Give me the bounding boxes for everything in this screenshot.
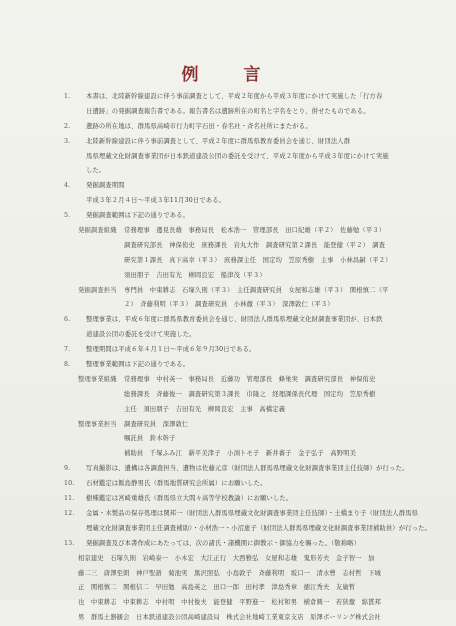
text-line	[64, 432, 436, 447]
text-line	[64, 269, 436, 284]
item-number: 10.	[64, 480, 75, 488]
text-line	[64, 105, 436, 120]
line-text: 嘱託員 鈴木幹子	[124, 435, 176, 443]
text-line	[64, 611, 436, 626]
item-number: 11.	[64, 495, 75, 503]
document-body	[64, 90, 436, 626]
text-line	[64, 462, 436, 477]
line-text: 補助員 千塚ふみ江 新平美津子 小渕トモ子 新井蕃子 金子弘子 高野明美	[124, 450, 357, 458]
line-text: 調査研究員 深澤敦仁	[124, 420, 189, 428]
line-text: 遺跡の所在地は、群馬県高崎市行力町字石田・春名社・斉名社所にまたがる。	[86, 122, 312, 130]
section-label: 整理事業組織	[78, 375, 117, 383]
text-line	[64, 447, 436, 462]
text-line	[64, 537, 436, 552]
text-line	[64, 581, 436, 596]
text-line	[64, 596, 436, 611]
section-label: 発掘調査担当	[78, 286, 117, 294]
item-number: 2.	[64, 122, 71, 130]
text-line	[64, 224, 436, 239]
section-label: 発掘調査組織	[78, 227, 117, 235]
line-text: 発掘調査範囲は下記の通りである。	[86, 212, 190, 220]
line-text: 道建設公団の委託を受けて実施した。	[86, 331, 196, 339]
text-line	[64, 239, 436, 254]
line-text: ２） 斉藤利明（平３） 調査研究員 小林徹（平３） 深澤敦仁（平３）	[124, 301, 334, 309]
line-text: 須田朋子 吉田有光 柳岡良宏 船津茂（平３）	[124, 271, 266, 279]
text-line	[64, 328, 436, 343]
line-text: 馬県埋蔵文化財調査事業団が日本鉄道建設公団の委託を受けて、平成２年度から平成３年度にかけて実施	[86, 152, 389, 160]
line-text: 研究第１課長 真下高幸（平３） 庶務課主任 国定均 笠原秀樹 主事 小林昌嗣（平２）	[124, 256, 392, 264]
line-text: 発掘調査期間	[86, 182, 125, 190]
line-text: 整理事業範囲は下記の通りである。	[86, 361, 190, 369]
text-line	[64, 135, 436, 150]
text-line	[64, 313, 436, 328]
line-text: 常務理事 中村英一 事務局長 近藤功 管理部長 蜂巣実 調査研究部長 神保侑史	[124, 375, 376, 383]
text-line	[64, 284, 436, 299]
line-text: 埋蔵文化財調査事業団主任調査補助）・小材浩一・小沼恵子（財団法人群馬県埋蔵文化財調査事業団補助員）が行った。	[86, 524, 431, 532]
text-line	[64, 150, 436, 165]
line-text: 日遺跡」の発掘調査報告書である。報告書名は遺跡所在の町名と字名をとり、併せたものである。	[86, 107, 370, 115]
line-text: 相京建史 石塚久則 岩崎泰一 小木宏 大江正行 大西雅弘 女屋和志雄 鬼形芳夫 金子智一 加	[78, 554, 375, 562]
line-text: 整理期間は平成６年４月１日～平成６年９月30日である。	[86, 346, 256, 354]
line-text: 金属・木製品の保存処理は関邦一（財団法人群馬県埋蔵文化財調査事業団主任技師）・土橋まり子（財団法人群馬県	[86, 509, 419, 517]
text-line	[64, 298, 436, 313]
line-text: 藤二三 唐澤至朗 神戸聖語 菊池実 黒沢照弘 小島敦子 斉藤利明 坂口一 清水豊 志村哲 下城	[78, 569, 382, 577]
text-line	[64, 388, 436, 403]
item-number: 5.	[64, 212, 71, 220]
line-text: 北陸新幹線建設に伴う事前調査として、平成２年度に群馬県教育委員会を通じ、財団法人群	[86, 137, 351, 145]
item-number: 8.	[64, 361, 71, 369]
text-line	[64, 209, 436, 224]
line-text: 也 中束耕志 中束耕志 中村明 中村俊夫 能登健 平野進一 松村和男 横倉興一 若狭徹 綿貫邦	[78, 599, 382, 607]
text-line	[64, 179, 436, 194]
item-number: 12.	[64, 509, 75, 517]
item-number: 3.	[64, 137, 71, 145]
line-text: 専門員 中束耕志 石塚久則（平３） 主任調査研究員 女屋和志雄（平３） 関根慎二（平	[124, 286, 389, 294]
line-text: 写真撮影は、遺構は各調査担当、遺物は佐藤元彦（財団法人群馬県埋蔵文化財調査事業団主任技師）が行った。	[86, 465, 409, 473]
text-line	[64, 552, 436, 567]
item-number: 13.	[64, 539, 75, 547]
text-line	[64, 507, 436, 522]
text-line	[64, 418, 436, 433]
item-number: 9.	[64, 465, 71, 473]
line-text: 石材鑑定は飯島静男氏（群馬地質研究会所属）にお願いした。	[86, 480, 267, 488]
line-text: 本書は、北陸新幹線建設に伴う事前調査として、平成２年度から平成３年度にかけて実施した「行方春	[86, 93, 383, 100]
text-line	[64, 373, 436, 388]
line-text: 常務理事 邊見長雄 事務局長 松本浩一 管理部長 田口紀雄（平２） 佐藤勉（平３）	[124, 227, 386, 235]
page-title: 例 言	[181, 65, 275, 85]
line-text: 樹種鑑定は宮崎重雄氏（群馬県立大間々高等学校教諭）にお願いした。	[86, 495, 293, 503]
section-label: 整理事業担当	[78, 420, 117, 428]
line-text: 平成３年２月４日～平成３年11月30日である。	[86, 197, 226, 205]
text-line	[64, 254, 436, 269]
text-line	[64, 120, 436, 135]
line-text: 発掘調査及び本書作成にあたっては、次の諸氏・諸機関に御教示・御協力を賜った。（敬称略）	[86, 539, 361, 547]
item-number: 7.	[64, 346, 71, 354]
item-number: 4.	[64, 182, 71, 190]
text-line	[64, 403, 436, 418]
text-line	[64, 522, 436, 537]
text-line	[64, 164, 436, 179]
text-line	[64, 194, 436, 209]
line-text: 主任 須田朋子 吉田有光 柳岡良宏 主事 高橋定義	[124, 405, 286, 413]
text-line	[64, 477, 436, 492]
text-line	[64, 343, 436, 358]
text-line	[64, 492, 436, 507]
text-line	[64, 567, 436, 582]
text-line	[64, 90, 436, 105]
line-text: 正 関根慎二 関根信二 早田勉 高島英之 田口一郎 田村孝 津島秀章 徳江秀夫 友廣哲	[78, 584, 356, 592]
line-text: 総務課長 斉藤俊一 調査研究第３課長 巾隆之 経理課係長代理 国定均 笠原秀樹	[124, 390, 376, 398]
item-number: 6.	[64, 316, 71, 324]
line-text: 男 群馬土器観会 日本鉄道建設公団高崎建設局 株式会社地崎工業東京支店 原澤ボーリング株式会社	[78, 614, 381, 622]
line-text: 整理事業は、平成６年度に群馬県教育委員会を通じ、財団法人群馬県埋蔵文化財調査事業団が、日本鉄	[86, 316, 383, 324]
line-text: 調査研究部長 神保侑史 庶務課長 岩丸大作 調査研究第２課長 能登健（平２） 調査	[124, 241, 386, 249]
text-line	[64, 358, 436, 373]
item-number: 1.	[64, 93, 71, 100]
line-text: した。	[86, 167, 106, 175]
